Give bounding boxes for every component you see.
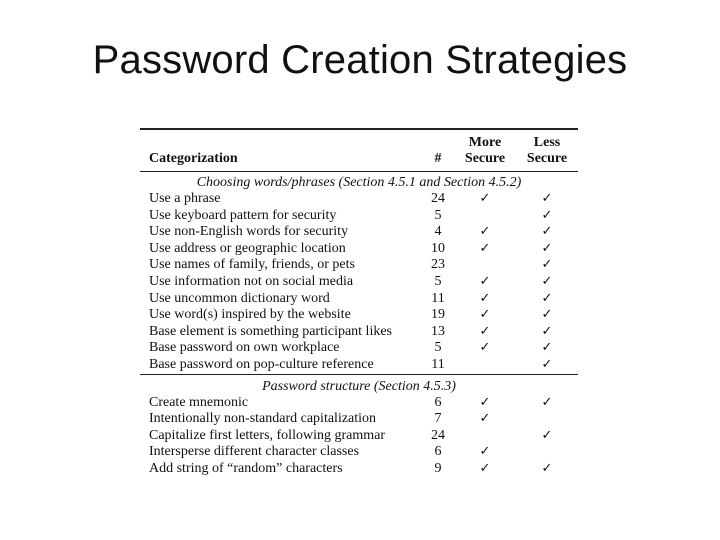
row-label: Base password on own workplace xyxy=(149,340,340,356)
section-choosing-words xyxy=(140,172,578,375)
row-label: Use word(s) inspired by the website xyxy=(149,307,351,323)
table-row xyxy=(140,191,578,208)
row-count: 24 xyxy=(431,427,445,443)
more-secure-check xyxy=(454,257,516,274)
table-row xyxy=(140,428,578,445)
less-secure-check: ✓ xyxy=(541,273,553,289)
row-label: Use uncommon dictionary word xyxy=(149,290,330,306)
table-row xyxy=(140,444,578,461)
row-label: Base password on pop-culture reference xyxy=(149,356,374,372)
row-label: Use information not on social media xyxy=(149,273,354,289)
row-label: Use names of family, friends, or pets xyxy=(149,257,355,273)
more-secure-check: ✓ xyxy=(479,411,491,427)
less-secure-check: ✓ xyxy=(541,191,553,206)
more-secure-check: ✓ xyxy=(479,340,491,356)
more-secure-check: ✓ xyxy=(479,191,491,206)
row-count: 11 xyxy=(431,356,445,372)
table-row xyxy=(140,340,578,357)
more-secure-check: ✓ xyxy=(479,273,491,289)
table-row xyxy=(140,224,578,241)
more-secure-check: ✓ xyxy=(479,460,491,476)
table-row xyxy=(140,324,578,341)
row-count: 5 xyxy=(434,340,442,356)
row-label: Base element is something participant likes xyxy=(149,323,392,339)
row-count: 24 xyxy=(431,191,445,206)
less-secure-check: ✓ xyxy=(541,427,553,443)
more-secure-check: ✓ xyxy=(479,307,491,323)
less-secure-check: ✓ xyxy=(541,207,553,223)
row-count: 5 xyxy=(434,207,442,223)
more-secure-check: ✓ xyxy=(479,290,491,306)
row-count: 10 xyxy=(431,240,445,256)
row-count: 7 xyxy=(434,411,442,427)
strategies-table-container xyxy=(140,128,578,480)
row-count: 4 xyxy=(434,224,442,240)
row-label: Capitalize first letters, following grammar xyxy=(149,427,385,443)
more-secure-check xyxy=(454,428,516,445)
header-count: # xyxy=(434,151,442,166)
row-label: Intersperse different character classes xyxy=(149,444,360,460)
less-secure-check: ✓ xyxy=(541,323,553,339)
header-less-secure xyxy=(516,129,578,172)
less-secure-check: ✓ xyxy=(541,356,553,372)
less-secure-check: ✓ xyxy=(541,307,553,323)
row-label: Use keyboard pattern for security xyxy=(149,207,337,223)
more-secure-check xyxy=(454,357,516,374)
row-label: Use non-English words for security xyxy=(149,224,349,240)
header-more-line2: Secure xyxy=(464,151,506,166)
table-row xyxy=(140,208,578,225)
less-secure-check: ✓ xyxy=(541,394,553,410)
row-label: Create mnemonic xyxy=(149,394,249,410)
row-count: 6 xyxy=(434,444,442,460)
header-categorization: Categorization xyxy=(149,151,238,166)
table-row xyxy=(140,274,578,291)
row-count: 5 xyxy=(434,273,442,289)
header-less-line2: Secure xyxy=(526,151,568,166)
header-more-secure xyxy=(454,129,516,172)
table-row xyxy=(140,461,578,480)
less-secure-check: ✓ xyxy=(541,224,553,240)
table-row xyxy=(140,357,578,374)
less-secure-check: ✓ xyxy=(541,340,553,356)
less-secure-check: ✓ xyxy=(541,257,553,273)
less-secure-check xyxy=(516,411,578,428)
table-row xyxy=(140,395,578,412)
row-count: 23 xyxy=(431,257,445,273)
more-secure-check: ✓ xyxy=(479,394,491,410)
table-row xyxy=(140,257,578,274)
row-count: 6 xyxy=(434,394,442,410)
row-count: 9 xyxy=(434,460,442,476)
row-count: 13 xyxy=(431,323,445,339)
row-label: Add string of “random” characters xyxy=(149,460,343,476)
section-password-structure xyxy=(140,374,578,479)
table-row xyxy=(140,411,578,428)
header-more-line1: More xyxy=(468,135,502,150)
row-count: 11 xyxy=(431,290,445,306)
less-secure-check: ✓ xyxy=(541,240,553,256)
table-row xyxy=(140,291,578,308)
row-label: Intentionally non-standard capitalization xyxy=(149,411,377,427)
table-header-row xyxy=(140,129,578,172)
row-count: 19 xyxy=(431,307,445,323)
slide-title: Password Creation Strategies xyxy=(92,38,628,82)
row-label: Use address or geographic location xyxy=(149,240,346,256)
section-title: Choosing words/phrases (Section 4.5.1 and Section 4.5.2) xyxy=(196,175,522,190)
row-label: Use a phrase xyxy=(149,191,221,206)
table-row xyxy=(140,241,578,258)
section-title: Password structure (Section 4.5.3) xyxy=(140,374,578,395)
less-secure-check: ✓ xyxy=(541,460,553,476)
more-secure-check: ✓ xyxy=(479,444,491,460)
section-title-row xyxy=(140,374,578,395)
less-secure-check xyxy=(516,444,578,461)
table-row xyxy=(140,307,578,324)
more-secure-check: ✓ xyxy=(479,240,491,256)
more-secure-check xyxy=(454,208,516,225)
header-less-line1: Less xyxy=(533,135,561,150)
more-secure-check: ✓ xyxy=(479,323,491,339)
strategies-table xyxy=(140,128,578,480)
section-title-row xyxy=(140,172,578,192)
less-secure-check: ✓ xyxy=(541,290,553,306)
more-secure-check: ✓ xyxy=(479,224,491,240)
